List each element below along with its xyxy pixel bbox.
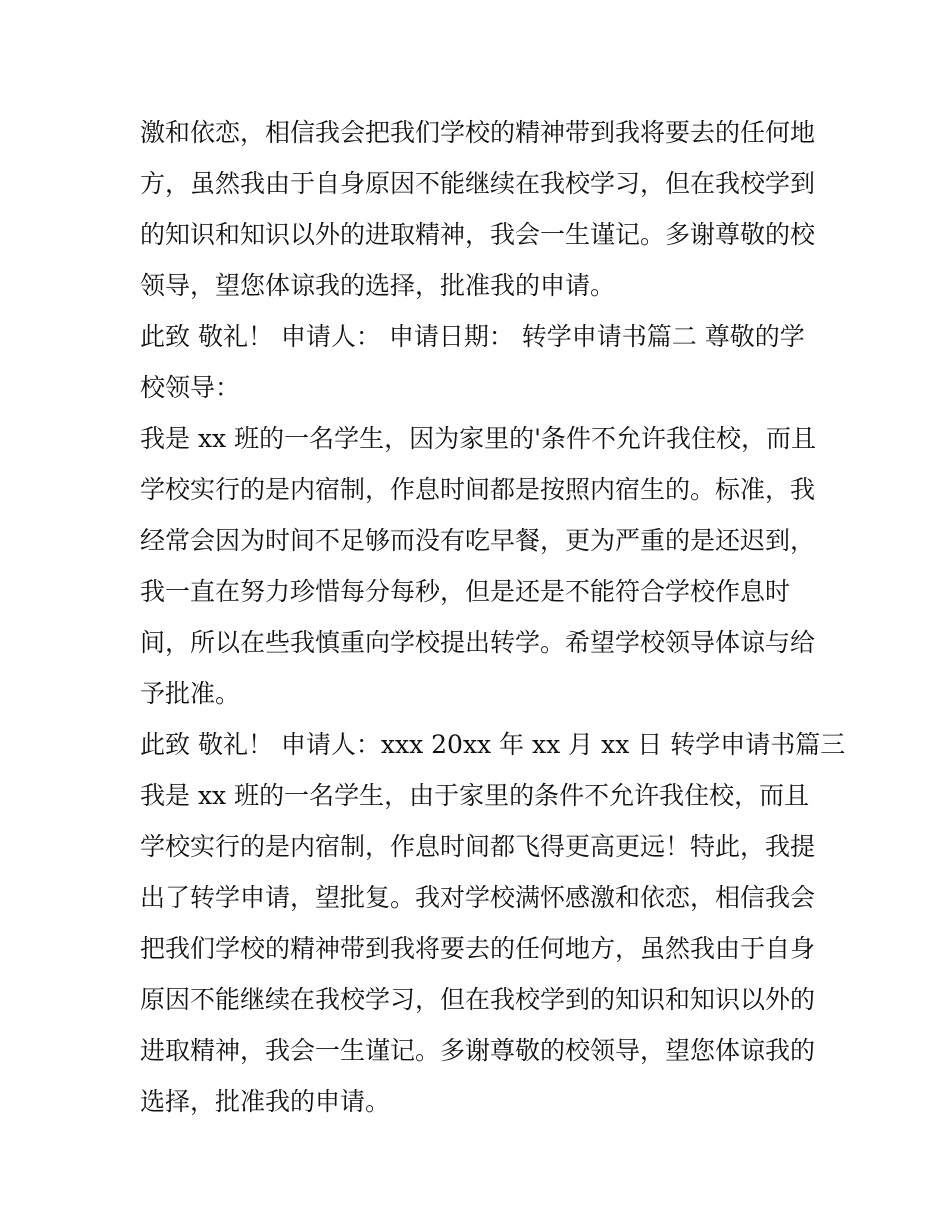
text-line: 把我们学校的精神带到我将要去的任何地方，虽然我由于自身: [140, 934, 816, 963]
document-body: [140, 107, 846, 1127]
text-line: 我是 xx 班的一名学生，因为家里的'条件不允许我住校，而且: [140, 424, 816, 453]
text-line: 原因不能继续在我校学习，但在我校学到的知识和知识以外的: [140, 985, 816, 1014]
text-line: 此致 敬礼！ 申请人：xxx 20xx 年 xx 月 xx 日 转学申请书篇三: [140, 730, 846, 759]
text-line: 进取精神，我会一生谨记。多谢尊敬的校领导，望您体谅我的: [140, 1036, 816, 1065]
text-line: 学校实行的是内宿制，作息时间都飞得更高更远！特此，我提: [140, 832, 816, 861]
text-line: 出了转学申请，望批复。我对学校满怀感激和依恋，相信我会: [140, 883, 816, 912]
text-line: 此致 敬礼！ 申请人： 申请日期： 转学申请书篇二 尊敬的学: [140, 322, 805, 351]
text-line: 予批准。: [140, 679, 241, 708]
text-line: 经常会因为时间不足够而没有吃早餐，更为严重的是还迟到，: [140, 526, 816, 555]
text-line: 的知识和知识以外的进取精神，我会一生谨记。多谢尊敬的校: [140, 220, 816, 249]
text-line: 激和依恋，相信我会把我们学校的精神带到我将要去的任何地: [140, 118, 816, 147]
text-line: 选择，批准我的申请。: [140, 1087, 391, 1116]
text-line: 领导，望您体谅我的选择，批准我的申请。: [140, 271, 616, 300]
text-line: 我是 xx 班的一名学生，由于家里的条件不允许我住校，而且: [140, 781, 810, 810]
text-line: 间，所以在些我慎重向学校提出转学。希望学校领导体谅与给: [140, 628, 816, 657]
text-line: 校领导：: [140, 373, 241, 402]
text-line: 学校实行的是内宿制，作息时间都是按照内宿生的。标准，我: [140, 475, 816, 504]
text-line: 我一直在努力珍惜每分每秒，但是还是不能符合学校作息时: [140, 577, 791, 606]
text-line: 方，虽然我由于自身原因不能继续在我校学习，但在我校学到: [140, 169, 816, 198]
